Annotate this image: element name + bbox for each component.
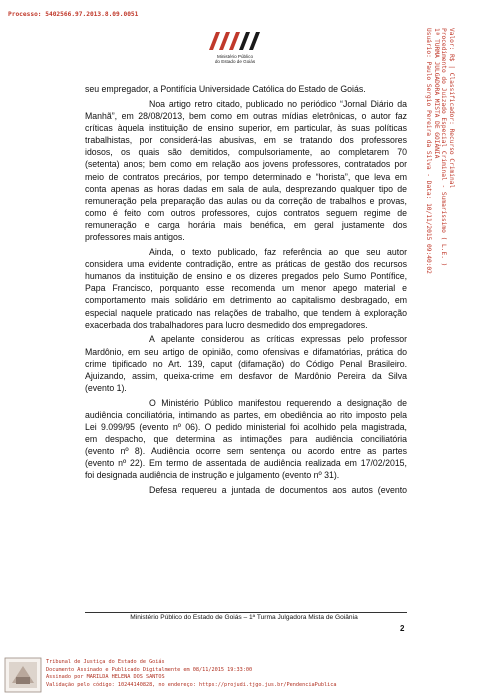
text-line: Manhã”, em 28/08/2013, bem como em outras mídias eletrônicas, o autor faz bbox=[85, 110, 407, 121]
text-line: exacerbada dos trabalhadores para lucro desmedido dos empregadores. bbox=[85, 319, 368, 330]
mp-goias-logo bbox=[199, 28, 271, 65]
text-line: conta apenas as horas dadas em sala de aula, desprezando qualquer tipo de bbox=[85, 183, 407, 194]
text-line: trabalhistas, por considerá-las abusivas, em se tratando dos professores bbox=[85, 135, 407, 146]
footer-divider bbox=[85, 612, 407, 613]
text-line: críticas àquela instituição de ensino superior, em particular, às suas políticas bbox=[85, 122, 407, 133]
paragraph bbox=[85, 333, 407, 394]
text-line: Papa Francisco, porquanto esse recomenda um menor apego material e bbox=[85, 283, 407, 294]
text-line: (evento nº 8). Audiência ocorre sem sentença ou acordo entre as partes bbox=[85, 446, 407, 457]
text-line: comportamento mais solidário em detrimento ao capitalismo desbragado, em bbox=[85, 295, 407, 306]
side-stamp-line: Procedimento do Juizado Especial Criminal - Sumaríssimo ( L.E. ) bbox=[440, 28, 448, 267]
signature-stamp-line: Documento Assinado e Publicado Digitalmente em 08/11/2015 19:33:00 bbox=[46, 666, 253, 673]
side-stamp bbox=[425, 28, 455, 274]
text-line: meio de contratos precários, por tempo determinado e “horista”, que leva em bbox=[85, 171, 407, 182]
text-line: (setenta) anos; bem como em relação aos jovens professores, contratados por bbox=[85, 159, 407, 170]
page-number: 2 bbox=[400, 624, 405, 633]
court-seal-icon bbox=[4, 657, 42, 693]
text-line: remuneração e carga horária mais benéfica, em geral justamente dos bbox=[85, 220, 407, 231]
mp-logo-icon bbox=[205, 28, 265, 54]
text-line: Mardônio, em seu artigo de opinião, como ofensivas e difamatórias, prática do bbox=[85, 346, 407, 357]
paragraph bbox=[85, 246, 407, 331]
text-line: Noa artigo retro citado, publicado no periódico “Jornal Diário da bbox=[149, 98, 407, 109]
text-line: professores mais antigos. bbox=[85, 232, 185, 243]
text-line: em despacho, que determina as intimações para audiência conciliatória bbox=[85, 434, 407, 444]
text-line: audiência conciliatória, intimando as partes, em obediência ao rito imposto pela bbox=[85, 409, 407, 420]
text-line: idosos, os quais são demitidos, compulsoriamente, ao completarem 70 bbox=[85, 147, 407, 158]
text-line: remuneração pela preparação das aulas ou da correção de trabalhos e provas, bbox=[85, 195, 407, 206]
text-line: (evento 1). bbox=[85, 382, 127, 393]
signature-stamp-line: Validação pelo código: 10244140828, no endereço: https://projudi.tjgo.jus.br/PendenciaPublica bbox=[46, 681, 337, 688]
signature-stamp bbox=[0, 656, 489, 698]
text-line: A apelante considerou as críticas expressas pelo professor bbox=[149, 334, 407, 345]
text-line: especial naquele praticado nas relações de trabalho, que tendem à exploração bbox=[85, 307, 407, 318]
signature-stamp-line: Tribunal de Justiça do Estado de Goiás bbox=[46, 659, 165, 665]
text-line: (evento nº 22). Em termo de assentada de audiência realizada em 17/02/2015, bbox=[85, 458, 407, 469]
footer-text: Ministério Público do Estado de Goiás – 1ª Turma Julgadora Mista de Goiânia bbox=[130, 614, 358, 621]
text-line: Defesa requereu a juntada de documentos aos autos (evento bbox=[149, 485, 407, 496]
text-line: Ainda, o texto publicado, faz referência ao que seu autor bbox=[149, 246, 407, 257]
paragraph bbox=[85, 83, 407, 95]
text-line: humanos da instituição de ensino e os dizeres pregados pelo Sumo Pontífice, bbox=[85, 271, 407, 282]
text-line: seu empregador, a Pontifícia Universidade Católica do Estado de Goiás. bbox=[85, 84, 366, 94]
paragraph bbox=[85, 98, 407, 244]
text-line: foi designada audiência de instrução e julgamento (evento nº 31). bbox=[85, 470, 340, 481]
signature-stamp-line: Assinado por MARILDA HELENA DOS SANTOS bbox=[46, 674, 165, 681]
document-body bbox=[85, 83, 407, 496]
text-line: Ajuizando, assim, queixa-crime em desfavor de Mardônio Pereira da Silva bbox=[85, 370, 407, 381]
side-stamp-line: Valor: R$ | Classificador: Recurso Criminal bbox=[448, 28, 455, 189]
paragraph bbox=[85, 397, 407, 482]
text-line: como é feito com outros professores, cujos contratos seguem regime de bbox=[85, 207, 407, 218]
logo-line-2: do Estado de Goiás bbox=[214, 59, 256, 65]
side-stamp-line: 1ª TURMA JULGADORA MISTA DE GOIÂNIA bbox=[432, 28, 440, 159]
logo-line-1: Ministério Público bbox=[217, 54, 253, 59]
text-line: crime tipificado no Art. 139, caput (difamação) do Código Penal Brasileiro. bbox=[85, 358, 407, 369]
process-number: Processo: 5402566.97.2013.8.09.0051 bbox=[8, 11, 139, 18]
paragraph bbox=[85, 484, 407, 496]
side-stamp-line: Usuário: Paulo Sergio Pereira da Silva - Data: 10/11/2015 09:40:02 bbox=[425, 28, 433, 274]
text-line: Lei 9.099/95 (evento nº 06). O pedido ministerial foi acolhido pela magistrada, bbox=[85, 421, 407, 432]
text-line: O Ministério Público manifestou requerendo a designação de bbox=[149, 397, 407, 408]
text-line: considera uma evidente contradição, entre as práticas de gestão dos recursos bbox=[85, 259, 407, 269]
